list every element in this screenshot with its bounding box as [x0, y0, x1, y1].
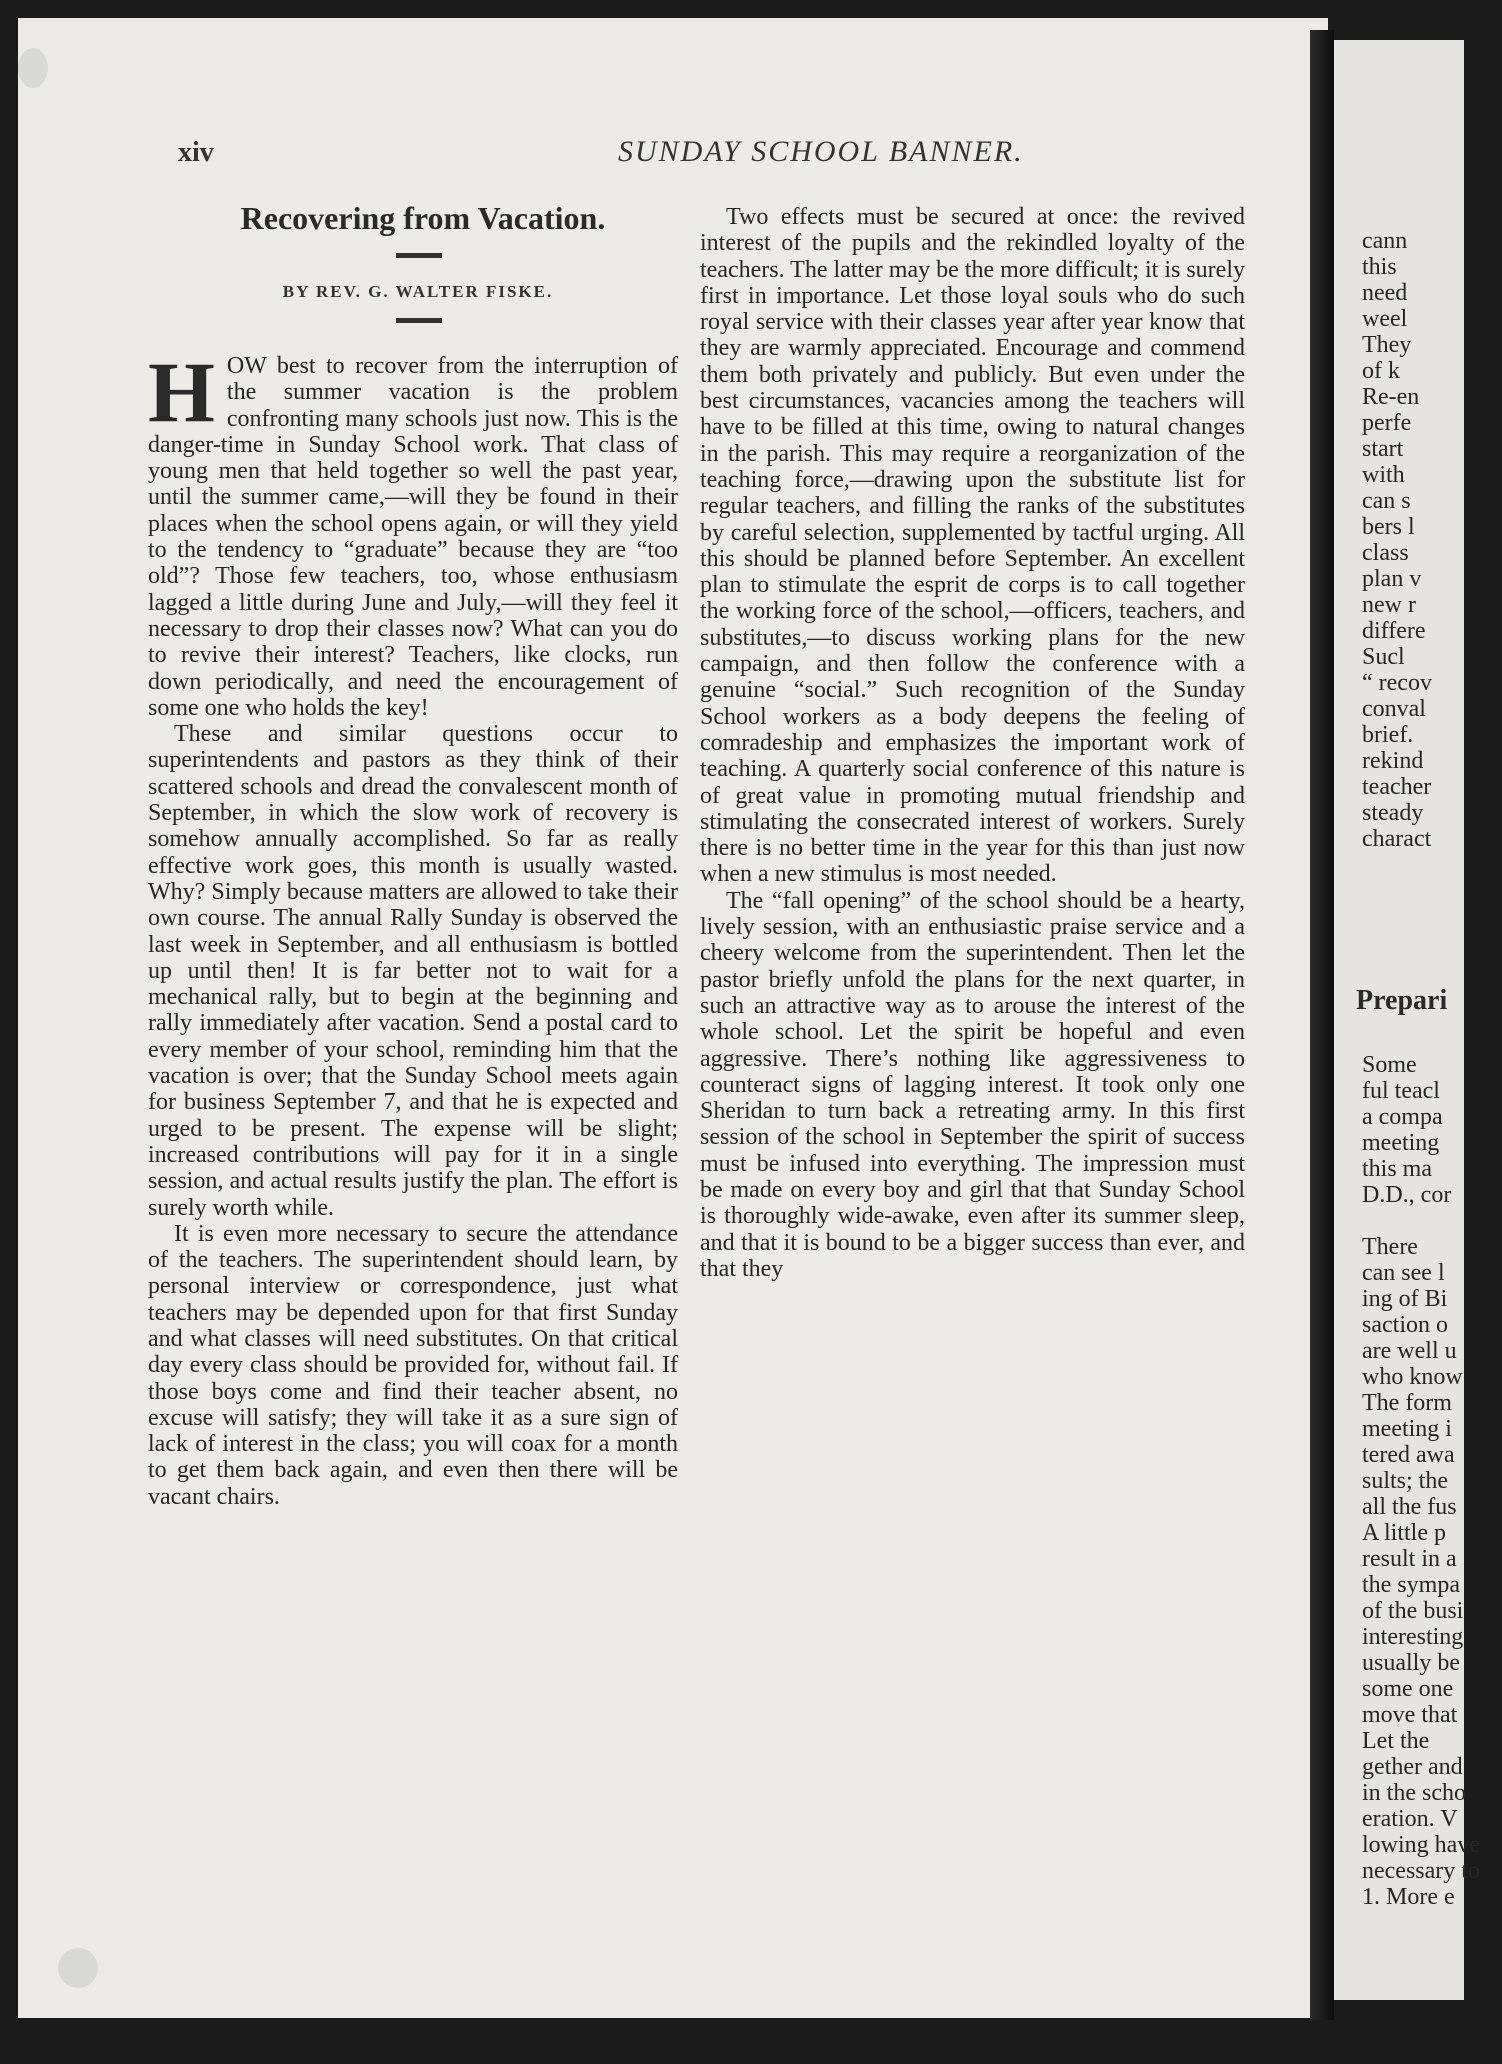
next-page-line: this ma — [1362, 1156, 1432, 1182]
paragraph-text: OW best to recover from the interruption of the summer vacation is the problem confronting many schools just now. This is the danger-time in Sunday School work. That class of young men that held together so well the past year, until the summer came,—will they be found in their places when the school opens again, or will they yield to the tendency to “graduate” because they are “too old”? Those few teachers, too, whose enthusiasm lagged a little during June and July,—will they feel it necessary to drop their classes now? What can you do to revive their interest? Teachers, like clocks, run down periodically, and need the encouragement of some one who holds the key! — [148, 353, 678, 721]
next-page-line: gether and — [1362, 1754, 1463, 1780]
next-page-line: weel — [1362, 306, 1408, 332]
next-page-line: Some — [1362, 1052, 1417, 1078]
next-page-line: of the busi — [1362, 1598, 1464, 1624]
next-page-line: cann — [1362, 228, 1408, 254]
next-page-line: in the scho — [1362, 1780, 1466, 1806]
next-page-column-2 — [1362, 1052, 1502, 1910]
next-page-line: D.D., cor — [1362, 1182, 1452, 1208]
next-page-line: necessary to — [1362, 1858, 1480, 1884]
running-head — [158, 133, 1278, 173]
article-title: Recovering from Vacation. — [240, 200, 606, 236]
next-page-line: conval — [1362, 696, 1426, 722]
title-rule — [396, 253, 442, 258]
next-page-line: this — [1362, 254, 1397, 280]
next-page-column — [1362, 228, 1502, 852]
article-paragraph — [148, 344, 678, 721]
next-page-line: with — [1362, 462, 1405, 488]
next-page-line: the sympa — [1362, 1572, 1460, 1598]
next-page-line: A little p — [1362, 1520, 1446, 1546]
journal-title: SUNDAY SCHOOL BANNER. — [618, 135, 1024, 168]
drop-cap: H — [148, 344, 215, 440]
next-page-line: are well u — [1362, 1338, 1457, 1364]
next-page-heading: Prepari — [1356, 985, 1448, 1016]
next-page-line: bers l — [1362, 514, 1415, 540]
next-page-line: sults; the — [1362, 1468, 1449, 1494]
next-page-line: meeting — [1362, 1130, 1440, 1156]
next-page-line: Sucl — [1362, 644, 1405, 670]
next-page-line: “ recov — [1362, 670, 1432, 696]
page-stain — [58, 1948, 98, 1988]
next-page-line: ful teacl — [1362, 1078, 1440, 1104]
next-page-line: plan v — [1362, 566, 1422, 592]
next-page-line: all the fus — [1362, 1494, 1457, 1520]
next-page-line: Re-en — [1362, 384, 1420, 410]
next-page-line: teacher — [1362, 774, 1432, 800]
article-paragraph: These and similar questions occur to superintendents and pastors as they think of their scattered schools and dread the convalescent month of September, in which the slow work of recovery is somehow annually accomplished. So far as really effective work goes, this month is usually wasted. Why? Simply because matters are allowed to take their own course. The annual Rally Sunday is observed the last week in September, and all enthusiasm is bottled up until then! It is far better not to wait for a mechanical rally, but to begin at the beginning and rally immediately after vacation. Send a postal card to every member of your school, reminding him that the vacation is over; that the Sunday School meets again for business September 7, and that he is expected and urged to be present. The expense will be slight; increased contributions will pay for it in a single session, and actual results justify the plan. The effort is surely worth while. — [148, 721, 678, 1221]
next-page-line: some one — [1362, 1676, 1454, 1702]
article-paragraph: The “fall opening” of the school should be a hearty, lively session, with an enthusiastic praise service and a cheery welcome from the superintendent. Then let the pastor briefly unfold the plans for the next quarter, in such an attractive way as to arouse the interest of the whole school. Let the spirit be hopeful and even aggressive. There’s nothing like aggressiveness to counteract signs of lagging interest. It took only one Sheridan to turn back a retreating army. In this first session of the school in September the spirit of success must be infused into everything. The impression must be made on every boy and girl that that Sunday School is thoroughly wide-awake, even after its summer sleep, and that it is bound to be a bigger success than ever, and that they — [700, 887, 1245, 1282]
next-page-line: a compa — [1362, 1104, 1443, 1130]
next-page-line: The form — [1362, 1390, 1452, 1416]
next-page-line: Let the — [1362, 1728, 1430, 1754]
next-page-line: move that — [1362, 1702, 1458, 1728]
next-page-line: interesting — [1362, 1624, 1464, 1650]
article-column-2 — [700, 204, 1245, 1282]
page-stain — [18, 48, 48, 88]
next-page-line — [1362, 1208, 1502, 1234]
next-page-line: There — [1362, 1234, 1418, 1260]
next-page-line: can see l — [1362, 1260, 1445, 1286]
next-page-line: saction o — [1362, 1312, 1448, 1338]
next-page-line: usually be — [1362, 1650, 1460, 1676]
next-page-line: lowing have — [1362, 1832, 1480, 1858]
next-page-line: new r — [1362, 592, 1416, 618]
left-page — [18, 18, 1328, 2018]
next-page-line: differe — [1362, 618, 1426, 644]
next-page-line: who know — [1362, 1364, 1463, 1390]
next-page-line: tered awa — [1362, 1442, 1455, 1468]
next-page-line: eration. V — [1362, 1806, 1458, 1832]
next-page-line: charact — [1362, 826, 1432, 852]
next-page-line: ing of Bi — [1362, 1286, 1448, 1312]
article-paragraph: Two effects must be secured at once: the revived interest of the pupils and the rekindled loyalty of the teachers. The latter may be the more difficult; it is surely first in importance. Let those loyal souls who do such royal service with their classes year after year know that they are warmly appreciated. Encourage and commend them both privately and publicly. But even under the best circumstances, vacancies among the teachers will have to be filled at this time, owing to natural changes in the parish. This may require a reorganization of the teaching force,—drawing upon the substitute list for regular teachers, and filling the ranks of the substitutes by careful selection, supplemented by tactful urging. All this should be planned before September. An excellent plan to stimulate the esprit de corps is to call together the working force of the school,—officers, teachers, and substitutes,—to discuss working plans for the new campaign, and then follow the conference with a genuine “social.” Such recognition of the Sunday School workers as a body deepens the feeling of comradeship and emphasizes the important work of teaching. A quarterly social conference of this nature is of great value in promoting mutual friendship and stimulating the consecrated interest of workers. Surely there is no better time in the year for this than just now when a new stimulus is most needed. — [700, 204, 1245, 888]
next-page-line: start — [1362, 436, 1404, 462]
next-page-line: need — [1362, 280, 1408, 306]
next-page-line: They — [1362, 332, 1412, 358]
next-page-line: meeting i — [1362, 1416, 1452, 1442]
next-page-line: 1. More e — [1362, 1884, 1455, 1910]
byline-rule — [396, 318, 442, 323]
article-paragraph: It is even more necessary to secure the attendance of the teachers. The superintendent should learn, by personal interview or correspondence, just what teachers may be depended upon for that first Sunday and what classes will need substitutes. On that critical day every class should be provided for, without fail. If those boys come and find their teacher absent, no excuse will satisfy; they will take it as a sure sign of lack of interest in the class; you will coax for a month to get them back again, and even then there will be vacant chairs. — [148, 1220, 678, 1510]
article-byline: BY REV. G. WALTER FISKE. — [282, 282, 554, 301]
next-page-line: can s — [1362, 488, 1411, 514]
next-page-line: steady — [1362, 800, 1424, 826]
next-page-line: result in a — [1362, 1546, 1457, 1572]
book-gutter — [1310, 30, 1334, 2020]
next-page-line: of k — [1362, 358, 1400, 384]
article-column-1 — [148, 344, 678, 1510]
next-page-line: brief. — [1362, 722, 1414, 748]
next-page-line: perfe — [1362, 410, 1412, 436]
next-page-line: class — [1362, 540, 1409, 566]
right-page-fragment — [1334, 40, 1480, 2000]
page-number: xiv — [178, 137, 214, 168]
next-page-line: rekind — [1362, 748, 1424, 774]
